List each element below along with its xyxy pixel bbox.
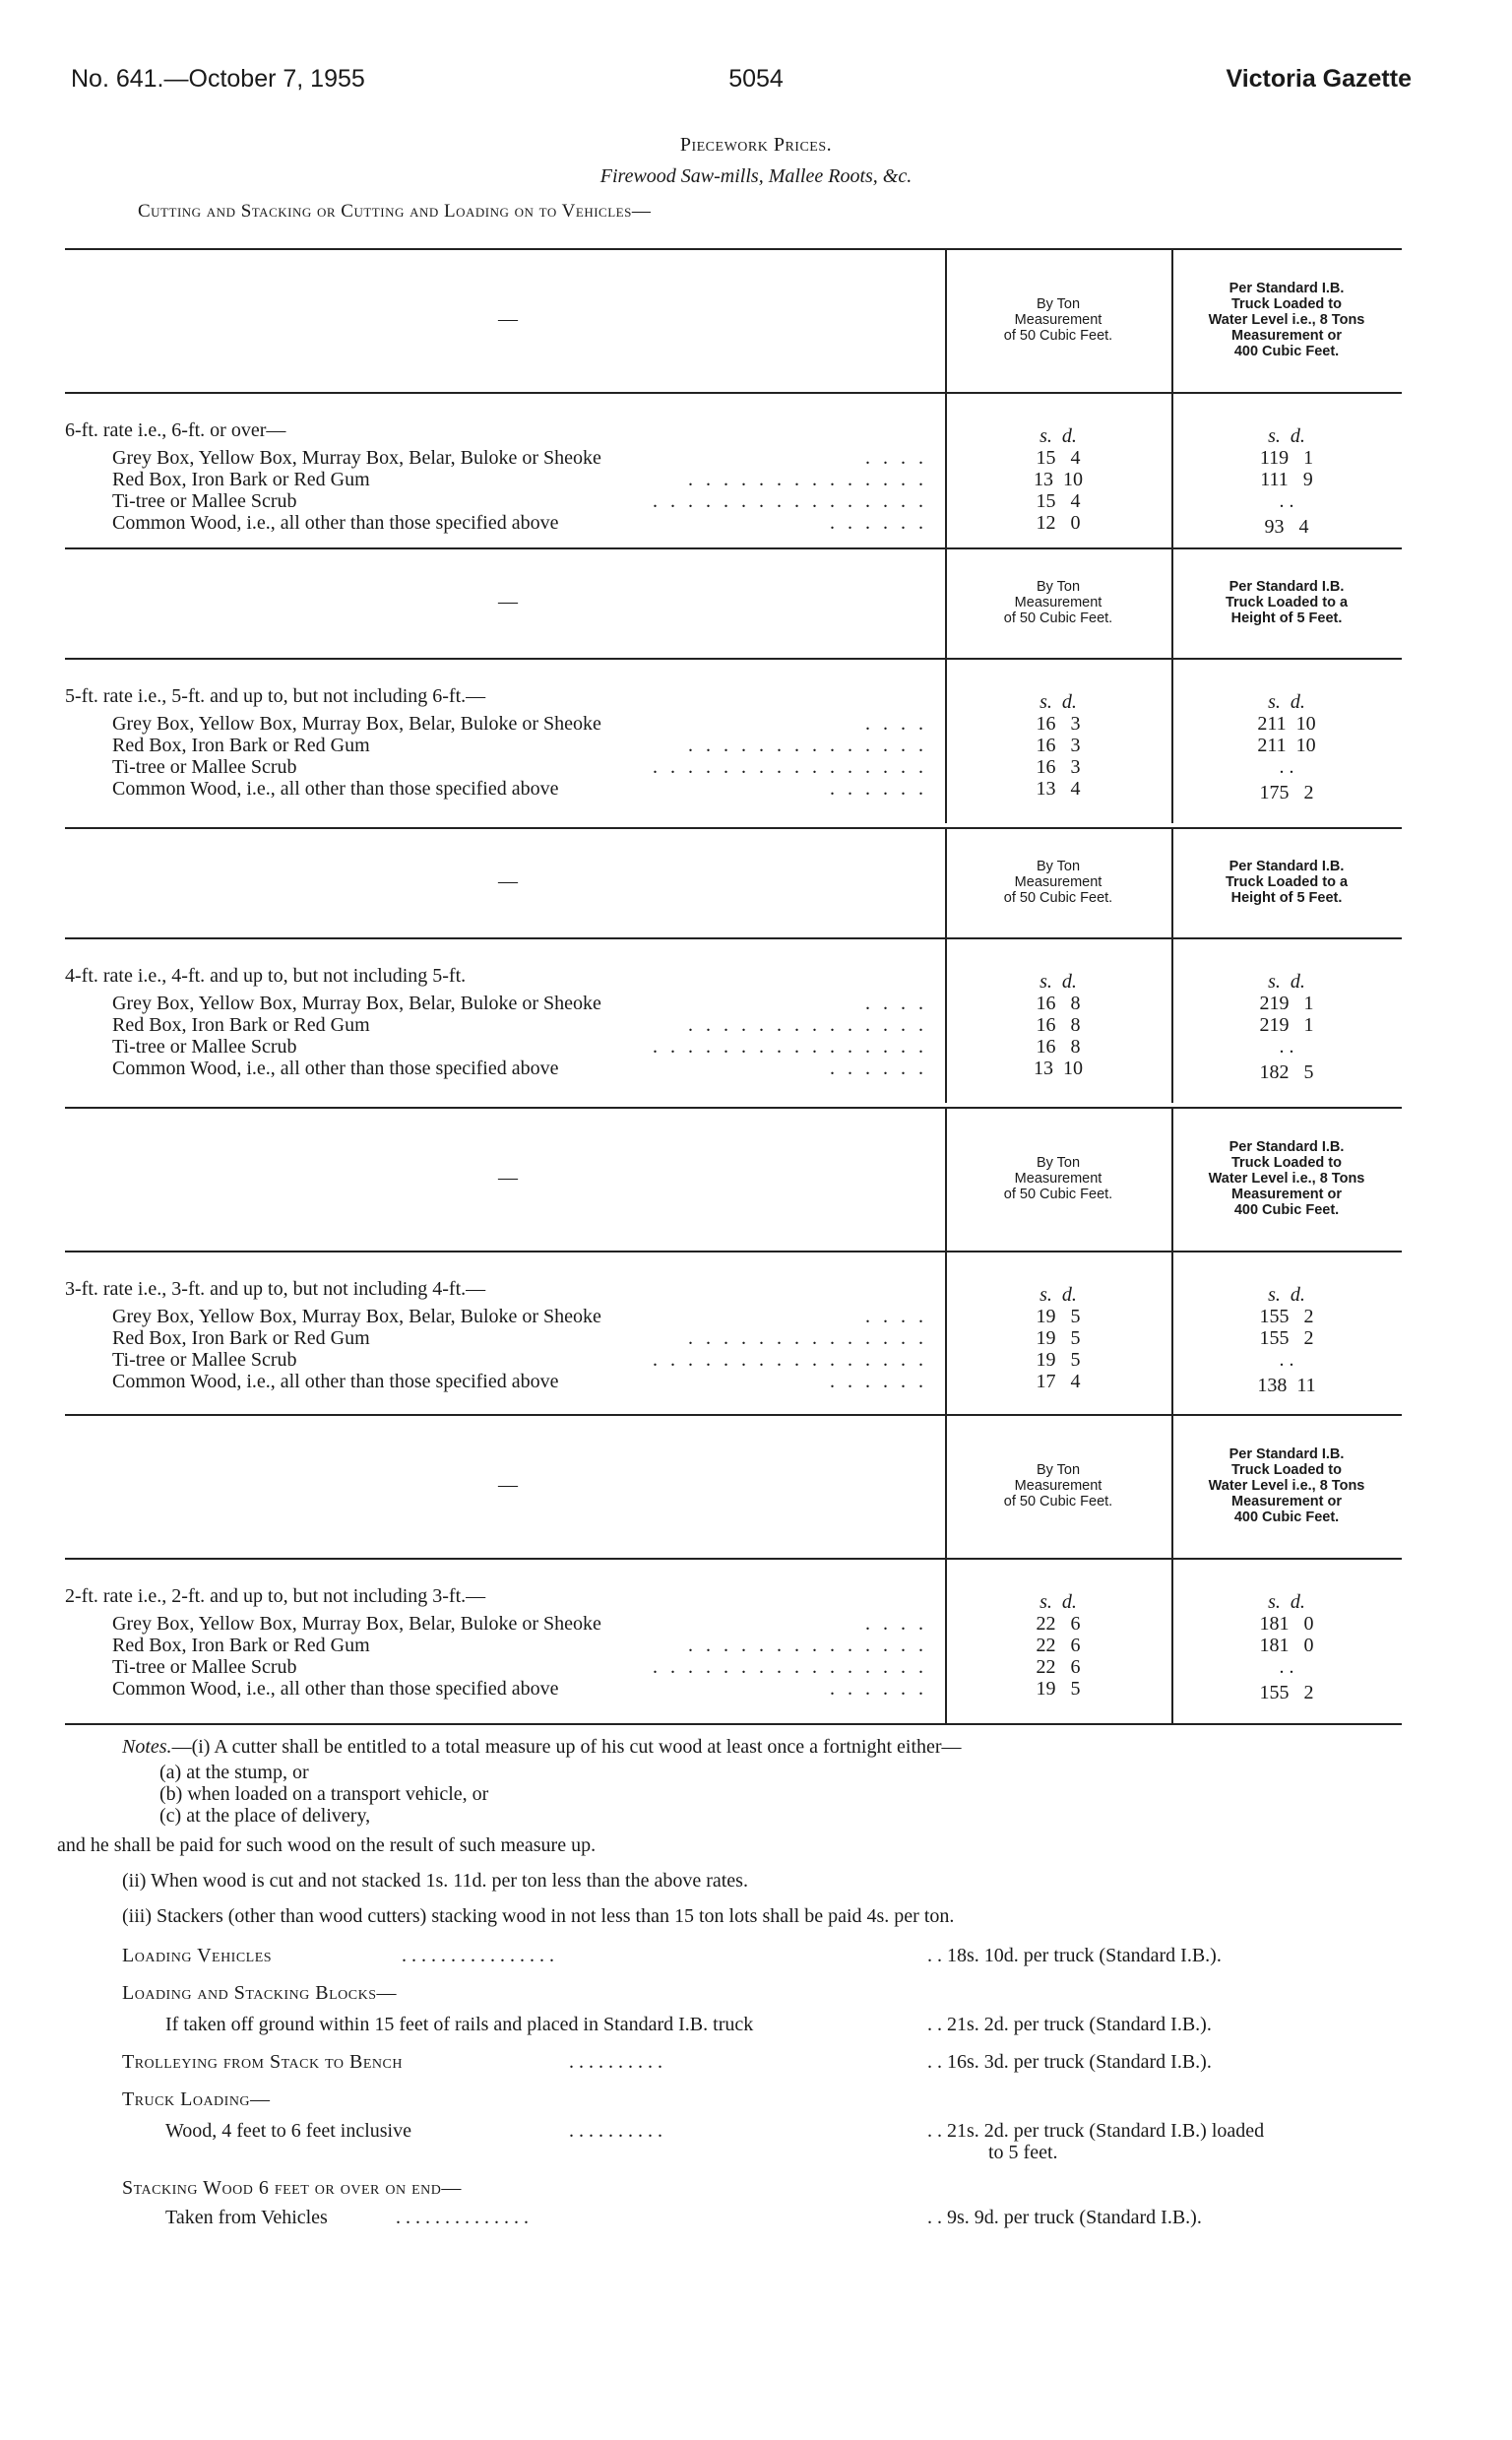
note-3: (iii) Stackers (other than wood cutters) stacking wood in not less than 15 ton lots shall be paid 4s. per ton.	[122, 1905, 955, 1927]
col2-header-line: of 50 Cubic Feet.	[1003, 1494, 1113, 1509]
dot-leader: . . . .	[865, 713, 927, 735]
column-divider	[945, 248, 947, 557]
shillings-label: s.	[1268, 425, 1281, 447]
trolleying-label: Trolleying from Stack to Bench	[122, 2051, 403, 2073]
table-top-rule	[65, 827, 1402, 829]
dot-leader: . . . . . .	[830, 1058, 927, 1079]
truck-loading-text: Wood, 4 feet to 6 feet inclusive	[165, 2120, 411, 2142]
col3-header-line: Measurement or	[1230, 1187, 1342, 1202]
dot-leader: . . . .	[865, 447, 927, 469]
col1-dash: —	[498, 308, 518, 330]
unit-label	[984, 1591, 1132, 1613]
col3-header	[1173, 579, 1400, 626]
col3-header-line: Per Standard I.B.	[1228, 859, 1345, 874]
unit-label	[984, 1284, 1132, 1306]
trolleying-leader: . . . . . . . . . .	[569, 2051, 662, 2073]
row-label: Ti-tree or Mallee Scrub	[112, 1349, 297, 1371]
page-number: 5054	[728, 65, 784, 93]
note-1-a: (a) at the stump, or	[159, 1762, 309, 1783]
per-truck-value: . .	[1279, 1349, 1294, 1371]
per-truck-value: 219 1	[1259, 1014, 1314, 1036]
gazette-name: Victoria Gazette	[1226, 65, 1412, 93]
col3-header	[1173, 281, 1400, 359]
unit-label	[984, 691, 1132, 713]
loading-vehicles-rate: . . 18s. 10d. per truck (Standard I.B.).	[927, 1945, 1222, 1966]
page-subheading: Firewood Saw-mills, Mallee Roots, &c.	[599, 165, 913, 187]
per-truck-value: 155 2	[1259, 1327, 1314, 1349]
col2-header-line: of 50 Cubic Feet.	[1003, 890, 1113, 906]
dot-leader: . . . . . .	[830, 1371, 927, 1392]
column-divider	[945, 1107, 947, 1416]
dot-leader: . . . . . . . . . . . . . . . .	[653, 1349, 927, 1371]
truck-loading-leader: . . . . . . . . . .	[569, 2120, 662, 2142]
col2-header	[947, 1155, 1169, 1202]
note-1-text: —(i) A cutter shall be entitled to a total measure up of his cut wood at least once a fortnight either—	[171, 1736, 962, 1758]
shillings-label: s.	[1268, 691, 1281, 713]
dot-leader: . . . . . . . . . . . . . .	[688, 1014, 927, 1036]
per-truck-value: 211 10	[1257, 735, 1316, 756]
per-truck-value: . .	[1279, 1036, 1294, 1058]
pence-label: d.	[1290, 691, 1305, 713]
col3-header-line: Per Standard I.B.	[1228, 281, 1345, 296]
dot-leader: . . . . . . . . . . . . . .	[688, 1327, 927, 1349]
unit-label	[1211, 1591, 1362, 1613]
pence-label: d.	[1290, 425, 1305, 447]
by-ton-value: 13 10	[1034, 1058, 1083, 1079]
col3-header-line: Truck Loaded to	[1231, 296, 1342, 312]
by-ton-value: 13 4	[1036, 778, 1081, 800]
dot-leader: . . . . . .	[830, 778, 927, 800]
dot-leader: . . . . . . . . . . . . . . . .	[653, 490, 927, 512]
table-bottom-rule	[65, 1723, 1402, 1725]
unit-label	[1211, 425, 1362, 447]
row-label: Red Box, Iron Bark or Red Gum	[112, 1014, 370, 1036]
col2-header-line: By Ton	[1036, 1462, 1081, 1478]
per-truck-value: 182 5	[1259, 1061, 1314, 1083]
by-ton-value: 19 5	[1036, 1349, 1081, 1371]
by-ton-value: 13 10	[1034, 469, 1083, 490]
col2-header-line: of 50 Cubic Feet.	[1003, 610, 1113, 626]
shillings-label: s.	[1268, 971, 1281, 993]
col2-header-line: By Ton	[1036, 859, 1081, 874]
row-label: Common Wood, i.e., all other than those specified above	[112, 512, 559, 534]
truck-loading-label: Truck Loading—	[122, 2088, 271, 2110]
row-label: Ti-tree or Mallee Scrub	[112, 1036, 297, 1058]
row-label: Red Box, Iron Bark or Red Gum	[112, 735, 370, 756]
per-truck-value: 155 2	[1259, 1682, 1314, 1703]
pence-label: d.	[1061, 971, 1077, 993]
table-header-rule	[65, 937, 1402, 939]
table-header-rule	[65, 1558, 1402, 1560]
rate-title: 5-ft. rate i.e., 5-ft. and up to, but not including 6-ft.—	[65, 685, 486, 707]
dot-leader: . . . . . . . . . . . . . .	[688, 469, 927, 490]
dot-leader: . . . . . . . . . . . . . . . .	[653, 1656, 927, 1678]
col2-header-line: By Ton	[1036, 1155, 1081, 1171]
col3-header-line: Height of 5 Feet.	[1230, 610, 1343, 626]
col2-header-line: By Ton	[1036, 579, 1081, 595]
note-1-c: (c) at the place of delivery,	[159, 1805, 371, 1827]
row-label: Red Box, Iron Bark or Red Gum	[112, 1635, 370, 1656]
note-2: (ii) When wood is cut and not stacked 1s. 11d. per ton less than the above rates.	[122, 1870, 748, 1892]
col3-header-line: Height of 5 Feet.	[1230, 890, 1343, 906]
col1-dash: —	[498, 1474, 518, 1496]
loading-vehicles-leader: . . . . . . . . . . . . . . . .	[402, 1945, 554, 1966]
col3-header-line: 400 Cubic Feet.	[1233, 1509, 1340, 1525]
unit-label	[984, 971, 1132, 993]
col1-dash: —	[498, 870, 518, 892]
dot-leader: . . . . . . . . . . . . . .	[688, 1635, 927, 1656]
per-truck-value: 111 9	[1260, 469, 1313, 490]
shillings-label: s.	[1040, 971, 1052, 993]
col3-header-line: Per Standard I.B.	[1228, 1139, 1345, 1155]
col2-header	[947, 296, 1169, 344]
per-truck-value: . .	[1279, 1656, 1294, 1678]
shillings-label: s.	[1268, 1284, 1281, 1306]
unit-label	[1211, 1284, 1362, 1306]
col2-header-line: of 50 Cubic Feet.	[1003, 1187, 1113, 1202]
dot-leader: . . . . . . . . . . . . . .	[688, 735, 927, 756]
pence-label: d.	[1061, 691, 1077, 713]
row-label: Red Box, Iron Bark or Red Gum	[112, 469, 370, 490]
pence-label: d.	[1290, 1591, 1305, 1613]
by-ton-value: 16 3	[1036, 756, 1081, 778]
stacking-leader: . . . . . . . . . . . . . .	[396, 2207, 529, 2228]
pence-label: d.	[1061, 425, 1077, 447]
row-label: Common Wood, i.e., all other than those specified above	[112, 778, 559, 800]
col3-header-line: 400 Cubic Feet.	[1233, 344, 1340, 359]
row-label: Common Wood, i.e., all other than those specified above	[112, 1678, 559, 1700]
col1-dash: —	[498, 591, 518, 612]
shillings-label: s.	[1268, 1591, 1281, 1613]
col2-header-line: Measurement	[1014, 874, 1102, 890]
shillings-label: s.	[1040, 425, 1052, 447]
col3-header-line: Truck Loaded to a	[1225, 595, 1349, 610]
col1-dash: —	[498, 1167, 518, 1188]
by-ton-value: 19 5	[1036, 1306, 1081, 1327]
gazette-number-date: No. 641.—October 7, 1955	[71, 65, 365, 93]
pence-label: d.	[1290, 1284, 1305, 1306]
row-label: Grey Box, Yellow Box, Murray Box, Belar, Buloke or Sheoke	[112, 447, 601, 469]
rate-table-2	[65, 547, 1402, 823]
by-ton-value: 22 6	[1036, 1635, 1081, 1656]
rate-table-3	[65, 827, 1402, 1103]
by-ton-value: 12 0	[1036, 512, 1081, 534]
by-ton-value: 19 5	[1036, 1327, 1081, 1349]
col2-header	[947, 579, 1169, 626]
stacking-label: Stacking Wood 6 feet or over on end—	[122, 2177, 462, 2199]
by-ton-value: 15 4	[1036, 447, 1081, 469]
by-ton-value: 19 5	[1036, 1678, 1081, 1700]
row-label: Ti-tree or Mallee Scrub	[112, 490, 297, 512]
per-truck-value: 211 10	[1257, 713, 1316, 735]
table-header-rule	[65, 1251, 1402, 1252]
col3-header-line: Per Standard I.B.	[1228, 579, 1345, 595]
col2-header-line: Measurement	[1014, 1171, 1102, 1187]
col3-header-line: Water Level i.e., 8 Tons	[1208, 1478, 1365, 1494]
unit-label	[1211, 971, 1362, 993]
pence-label: d.	[1061, 1284, 1077, 1306]
table-top-rule	[65, 1414, 1402, 1416]
per-truck-value: . .	[1279, 756, 1294, 778]
rate-title: 3-ft. rate i.e., 3-ft. and up to, but not including 4-ft.—	[65, 1278, 486, 1300]
per-truck-value: . .	[1279, 490, 1294, 512]
col3-header-line: Water Level i.e., 8 Tons	[1208, 1171, 1365, 1187]
trolleying-rate: . . 16s. 3d. per truck (Standard I.B.).	[927, 2051, 1212, 2073]
row-label: Grey Box, Yellow Box, Murray Box, Belar, Buloke or Sheoke	[112, 713, 601, 735]
by-ton-value: 16 3	[1036, 735, 1081, 756]
loading-stacking-rate: . . 21s. 2d. per truck (Standard I.B.).	[927, 2014, 1212, 2035]
notes-section	[57, 1735, 1455, 2247]
section-heading: Cutting and Stacking or Cutting and Loading on to Vehicles—	[138, 201, 652, 222]
shillings-label: s.	[1040, 691, 1052, 713]
per-truck-value: 181 0	[1259, 1613, 1314, 1635]
shillings-label: s.	[1040, 1591, 1052, 1613]
dot-leader: . . . . . . . . . . . . . . . .	[653, 756, 927, 778]
rate-title: 4-ft. rate i.e., 4-ft. and up to, but not including 5-ft.	[65, 965, 467, 987]
pence-label: d.	[1061, 1591, 1077, 1613]
row-label: Grey Box, Yellow Box, Murray Box, Belar, Buloke or Sheoke	[112, 993, 601, 1014]
by-ton-value: 16 8	[1036, 1014, 1081, 1036]
col2-header-line: of 50 Cubic Feet.	[1003, 328, 1113, 344]
by-ton-value: 15 4	[1036, 490, 1081, 512]
per-truck-value: 93 4	[1264, 516, 1309, 538]
col3-header	[1173, 859, 1400, 906]
by-ton-value: 22 6	[1036, 1656, 1081, 1678]
dot-leader: . . . .	[865, 1306, 927, 1327]
col2-header-line: By Ton	[1036, 296, 1081, 312]
dot-leader: . . . .	[865, 1613, 927, 1635]
col3-header	[1173, 1139, 1400, 1218]
notes-label: Notes.	[122, 1736, 172, 1758]
col2-header-line: Measurement	[1014, 312, 1102, 328]
col3-header-line: Truck Loaded to	[1231, 1462, 1342, 1478]
shillings-label: s.	[1040, 1284, 1052, 1306]
col2-header-line: Measurement	[1014, 1478, 1102, 1494]
col2-header-line: Measurement	[1014, 595, 1102, 610]
col3-header-line: 400 Cubic Feet.	[1233, 1202, 1340, 1218]
by-ton-value: 17 4	[1036, 1371, 1081, 1392]
row-label: Grey Box, Yellow Box, Murray Box, Belar, Buloke or Sheoke	[112, 1306, 601, 1327]
row-label: Common Wood, i.e., all other than those specified above	[112, 1371, 559, 1392]
per-truck-value: 155 2	[1259, 1306, 1314, 1327]
row-label: Red Box, Iron Bark or Red Gum	[112, 1327, 370, 1349]
col3-header	[1173, 1446, 1400, 1525]
col2-header	[947, 1462, 1169, 1509]
note-1-end: and he shall be paid for such wood on the result of such measure up.	[57, 1834, 597, 1856]
per-truck-value: 138 11	[1257, 1375, 1316, 1396]
unit-label	[984, 425, 1132, 447]
col3-header-line: Water Level i.e., 8 Tons	[1208, 312, 1365, 328]
col3-header-line: Measurement or	[1230, 1494, 1342, 1509]
note-1-b: (b) when loaded on a transport vehicle, or	[159, 1783, 489, 1805]
dot-leader: . . . .	[865, 993, 927, 1014]
per-truck-value: 175 2	[1259, 782, 1314, 803]
row-label: Ti-tree or Mallee Scrub	[112, 1656, 297, 1678]
table-top-rule	[65, 547, 1402, 549]
page-heading: Piecework Prices.	[679, 134, 833, 156]
per-truck-value: 119 1	[1259, 447, 1314, 469]
row-label: Common Wood, i.e., all other than those specified above	[112, 1058, 559, 1079]
truck-loading-rate-2: to 5 feet.	[988, 2142, 1058, 2163]
table-header-rule	[65, 658, 1402, 660]
dot-leader: . . . . . . . . . . . . . . . .	[653, 1036, 927, 1058]
truck-loading-rate: . . 21s. 2d. per truck (Standard I.B.) loaded	[927, 2120, 1265, 2142]
dot-leader: . . . . . .	[830, 512, 927, 534]
table-header-rule	[65, 392, 1402, 394]
dot-leader: . . . . . .	[830, 1678, 927, 1700]
rate-table-5	[65, 1414, 1402, 1723]
col3-header-line: Truck Loaded to a	[1225, 874, 1349, 890]
by-ton-value: 22 6	[1036, 1613, 1081, 1635]
by-ton-value: 16 3	[1036, 713, 1081, 735]
note-1	[122, 1735, 962, 1759]
col2-header	[947, 859, 1169, 906]
pence-label: d.	[1290, 971, 1305, 993]
row-label: Grey Box, Yellow Box, Murray Box, Belar, Buloke or Sheoke	[112, 1613, 601, 1635]
stacking-text: Taken from Vehicles	[165, 2207, 328, 2228]
col3-header-line: Per Standard I.B.	[1228, 1446, 1345, 1462]
loading-vehicles-label: Loading Vehicles	[122, 1945, 273, 1966]
col3-header-line: Truck Loaded to	[1231, 1155, 1342, 1171]
rate-table-4	[65, 1107, 1402, 1416]
stacking-rate: . . 9s. 9d. per truck (Standard I.B.).	[927, 2207, 1202, 2228]
col3-header-line: Measurement or	[1230, 328, 1342, 344]
rate-title: 6-ft. rate i.e., 6-ft. or over—	[65, 419, 286, 441]
unit-label	[1211, 691, 1362, 713]
table-top-rule	[65, 1107, 1402, 1109]
per-truck-value: 181 0	[1259, 1635, 1314, 1656]
rate-title: 2-ft. rate i.e., 2-ft. and up to, but not including 3-ft.—	[65, 1585, 486, 1607]
loading-stacking-text: If taken off ground within 15 feet of rails and placed in Standard I.B. truck	[165, 2014, 754, 2035]
column-divider	[945, 1414, 947, 1723]
table-top-rule	[65, 248, 1402, 250]
loading-stacking-label: Loading and Stacking Blocks—	[122, 1982, 397, 2004]
by-ton-value: 16 8	[1036, 1036, 1081, 1058]
per-truck-value: 219 1	[1259, 993, 1314, 1014]
rate-table-1	[65, 248, 1402, 557]
by-ton-value: 16 8	[1036, 993, 1081, 1014]
row-label: Ti-tree or Mallee Scrub	[112, 756, 297, 778]
